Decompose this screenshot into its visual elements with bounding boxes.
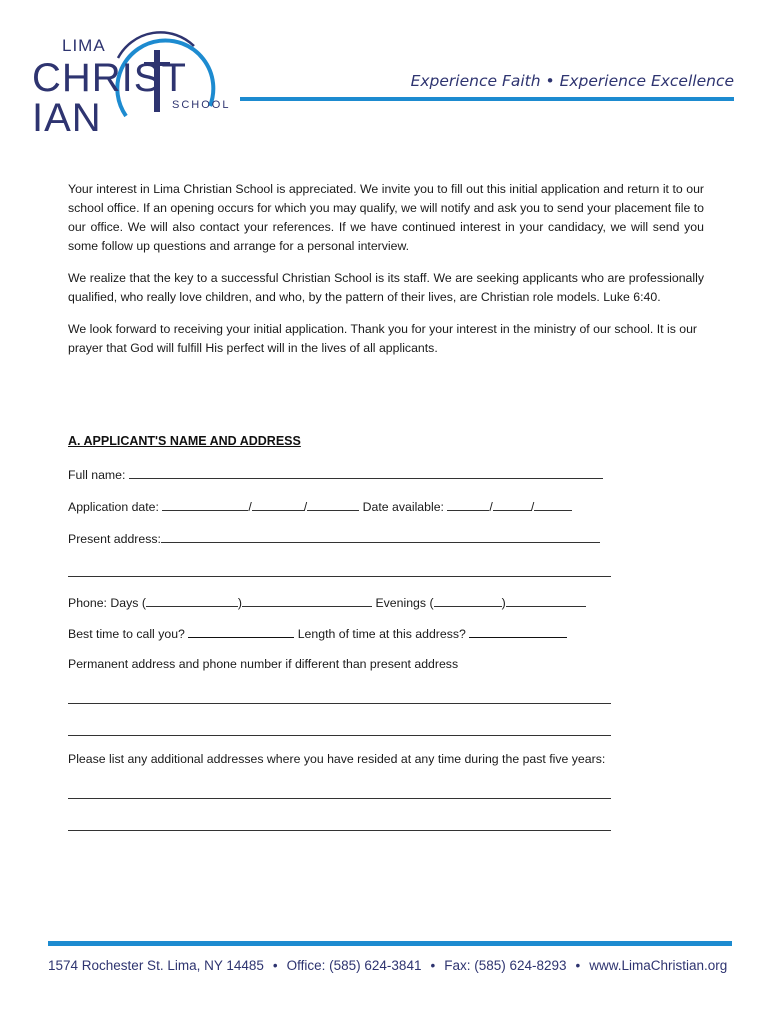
date-slash: /	[303, 500, 308, 514]
permanent-address-line-1[interactable]	[68, 703, 611, 704]
footer-bullet: •	[430, 958, 436, 973]
intro-paragraph-3: We look forward to receiving your initial application. Thank you for your interest in the ministry of our school. It is our prayer that God will fulfill His perfect will in the lives of all applicants.	[68, 322, 698, 355]
application-date-row	[68, 498, 572, 514]
footer-website-link[interactable]: www.LimaChristian.org	[589, 958, 728, 973]
best-time-row	[68, 625, 567, 641]
school-logo	[32, 22, 252, 140]
present-address-row	[68, 530, 600, 546]
best-time-label: Best time to call you?	[68, 627, 185, 641]
footer-bullet: •	[272, 958, 278, 973]
full-name-label: Full name:	[68, 468, 126, 482]
header-rule	[240, 97, 734, 101]
phone-evenings-number-field[interactable]	[506, 594, 586, 607]
full-name-field[interactable]	[129, 466, 603, 479]
footer-address: 1574 Rochester St. Lima, NY 14485	[48, 958, 264, 973]
length-time-field[interactable]	[469, 625, 567, 638]
present-address-line-2[interactable]	[68, 576, 611, 577]
logo-lima-text: LIMA	[62, 36, 106, 55]
application-date-year-field[interactable]	[307, 498, 359, 511]
best-time-field[interactable]	[188, 625, 294, 638]
phone-days-number-field[interactable]	[242, 594, 372, 607]
footer-contact	[48, 958, 727, 973]
footer-office-phone: Office: (585) 624-3841	[286, 958, 422, 973]
length-time-label: Length of time at this address?	[297, 627, 466, 641]
date-available-year-field[interactable]	[534, 498, 572, 511]
date-available-month-field[interactable]	[447, 498, 489, 511]
present-address-label: Present address:	[68, 532, 161, 546]
logo-school-text: SCHOOL	[172, 99, 231, 111]
tagline: Experience Faith • Experience Excellence	[410, 72, 734, 90]
evenings-label: Evenings (	[375, 596, 434, 610]
paren-close: )	[237, 596, 243, 610]
phone-evenings-area-code-field[interactable]	[434, 594, 502, 607]
intro-text	[68, 180, 704, 371]
application-date-month-field[interactable]	[162, 498, 248, 511]
additional-addresses-label: Please list any additional addresses where you have resided at any time during the past five years:	[68, 752, 606, 766]
logo-christian-text: CHRIST IAN	[32, 56, 187, 140]
present-address-field[interactable]	[161, 530, 600, 543]
intro-paragraph-1: Your interest in Lima Christian School is appreciated. We invite you to fill out this initial application and return it to our school office. If an opening occurs for which you may qualify, we will notify and ask you to send your placement file to our office. We will also contact your references. If we have continued interest in your candidacy, we will send you some follow up questions and arrange for a personal interview.	[68, 182, 704, 253]
date-slash: /	[489, 500, 493, 514]
permanent-address-label: Permanent address and phone number if different than present address	[68, 657, 459, 671]
application-date-day-field[interactable]	[252, 498, 304, 511]
phone-row	[68, 594, 586, 610]
additional-addresses-line-1[interactable]	[68, 798, 611, 799]
paren-close: )	[501, 596, 506, 610]
date-slash: /	[530, 500, 535, 514]
footer-fax: Fax: (585) 624-8293	[444, 958, 567, 973]
permanent-address-line-2[interactable]	[68, 735, 611, 736]
date-slash: /	[248, 500, 252, 514]
additional-addresses-line-2[interactable]	[68, 830, 611, 831]
full-name-row	[68, 466, 603, 482]
section-a-title: A. APPLICANT'S NAME AND ADDRESS	[68, 434, 301, 448]
phone-days-label: Phone: Days (	[68, 596, 146, 610]
phone-days-area-code-field[interactable]	[146, 594, 238, 607]
intro-paragraph-2: We realize that the key to a successful Christian School is its staff. We are seeking applicants who are professionally qualified, who really love children, and who, by the pattern of their lives, are Christian role models. Luke 6:40.	[68, 271, 704, 304]
date-available-label: Date available:	[362, 500, 444, 514]
application-date-label: Application date:	[68, 500, 159, 514]
date-available-day-field[interactable]	[493, 498, 531, 511]
footer-rule	[48, 941, 732, 946]
footer-bullet: •	[575, 958, 581, 973]
